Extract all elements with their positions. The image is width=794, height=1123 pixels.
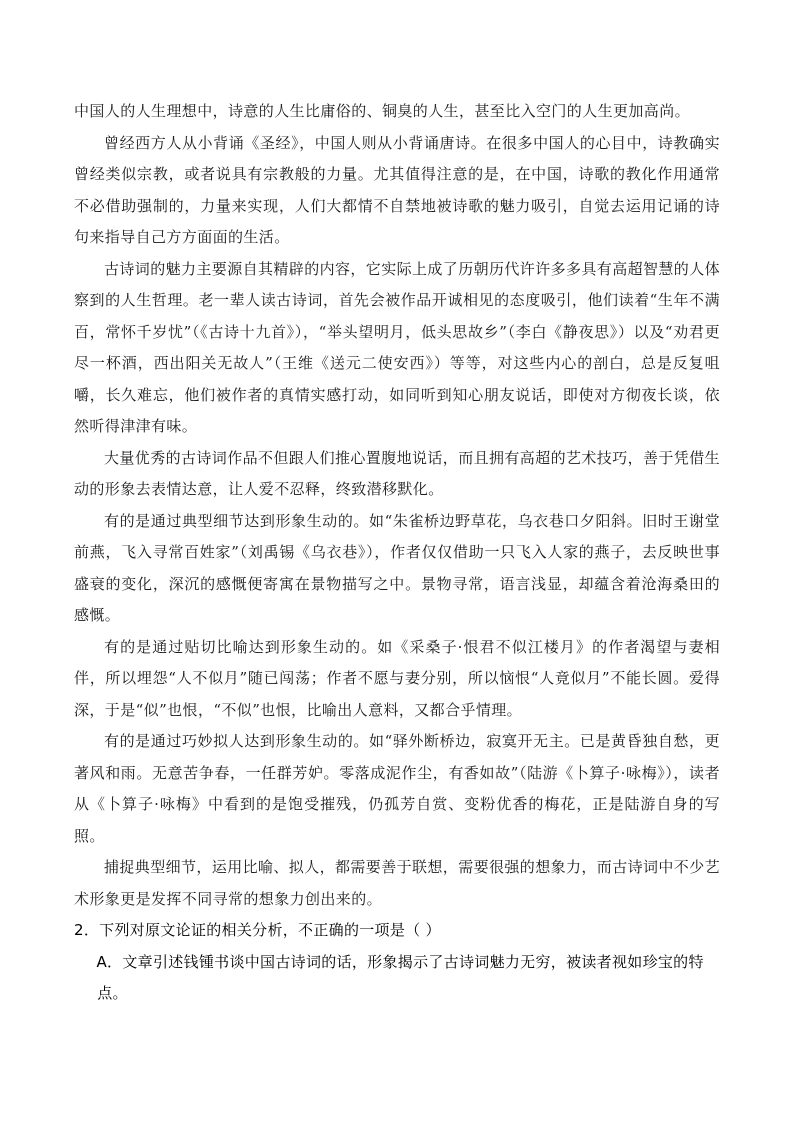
paragraph-1: 中国人的人生理想中，诗意的人生比庸俗的、铜臭的人生，甚至比入空门的人生更加高尚。 — [74, 102, 691, 120]
paragraph-2: 曾经西方人从小背诵《圣经》，中国人则从小背诵唐诗。在很多中国人的心目中，诗教确实曾经类似宗教，或者说具有宗教般的力量。尤其值得注意的是，在中国，诗歌的教化作用通常不必借助强制的，力量来实现，人们大都情不自禁地被诗歌的魅力吸引，自觉去运用记诵的诗句来指导自己方方面面的生活。 — [74, 133, 720, 246]
paragraph-7: 有的是通过巧妙拟人达到形象生动的。如“驿外断桥边，寂寞开无主。已是黄昏独自愁，更著风和雨。无意苦争春，一任群芳妒。零落成泥作尘，有香如故”（陆游《卜算子·咏梅》），读者从《卜算子·咏梅》中看到的是饱受摧残，仍孤芳自赏、变粉优香的梅花，正是陆游自身的写照。 — [74, 732, 720, 845]
paragraph-4: 大量优秀的古诗词作品不但跟人们推心置腹地说话，而且拥有高超的艺术技巧，善于凭借生动的形象去表情达意，让人爱不忍释，终致潜移默化。 — [74, 448, 721, 498]
question-stem: 2．下列对原文论证的相关分析，不正确的一项是（ ） — [74, 921, 441, 939]
passage-body — [74, 96, 720, 1010]
paragraph-8: 捕捉典型细节，运用比喻、拟人，都需要善于联想，需要很强的想象力，而古诗词中不少艺术形象更是发挥不同寻常的想象力创出来的。 — [74, 858, 721, 908]
option-a: A．文章引述钱锺书谈中国古诗词的话，形象揭示了古诗词魅力无穷，被读者视如珍宝的特点。 — [96, 952, 704, 1002]
paragraph-3: 古诗词的魅力主要源自其精辟的内容，它实际上成了历朝历代许许多多具有高超智慧的人体察到的人生哲理。老一辈人读古诗词，首先会被作品开诚相见的态度吸引，他们读着“生年不满百，常怀千岁忧”（《古诗十九首》），“举头望明月，低头思故乡”（李白《静夜思》）以及“劝君更尽一杯酒，西出阳关无故人”（王维《送元二使安西》）等等，对这些内心的剖白，总是反复咀嚼，长久难忘，他们被作者的真情实感打动，如同听到知心朋友说话，即使对方彻夜长谈，依然听得津津有味。 — [74, 259, 721, 435]
paragraph-6: 有的是通过贴切比喻达到形象生动的。如《采桑子·恨君不似江楼月》的作者渴望与妻相伴，所以埋怨“人不似月”随已闯荡；作者不愿与妻分别，所以恼恨“人竟似月”不能长圆。爱得深，于是“似”也恨，“不似”也恨，比喻出人意料，又都合乎情理。 — [74, 637, 720, 719]
paragraph-5: 有的是通过典型细节达到形象生动的。如“朱雀桥边野草花，乌衣巷口夕阳斜。旧时王谢堂前燕，飞入寻常百姓家”（刘禹锡《乌衣巷》），作者仅仅借助一只飞入人家的燕子，去反映世事盛衰的变化，深沉的感慨便寄寓在景物描写之中。景物寻常，语言浅显，却蕴含着沧海桑田的感慨。 — [74, 511, 720, 624]
